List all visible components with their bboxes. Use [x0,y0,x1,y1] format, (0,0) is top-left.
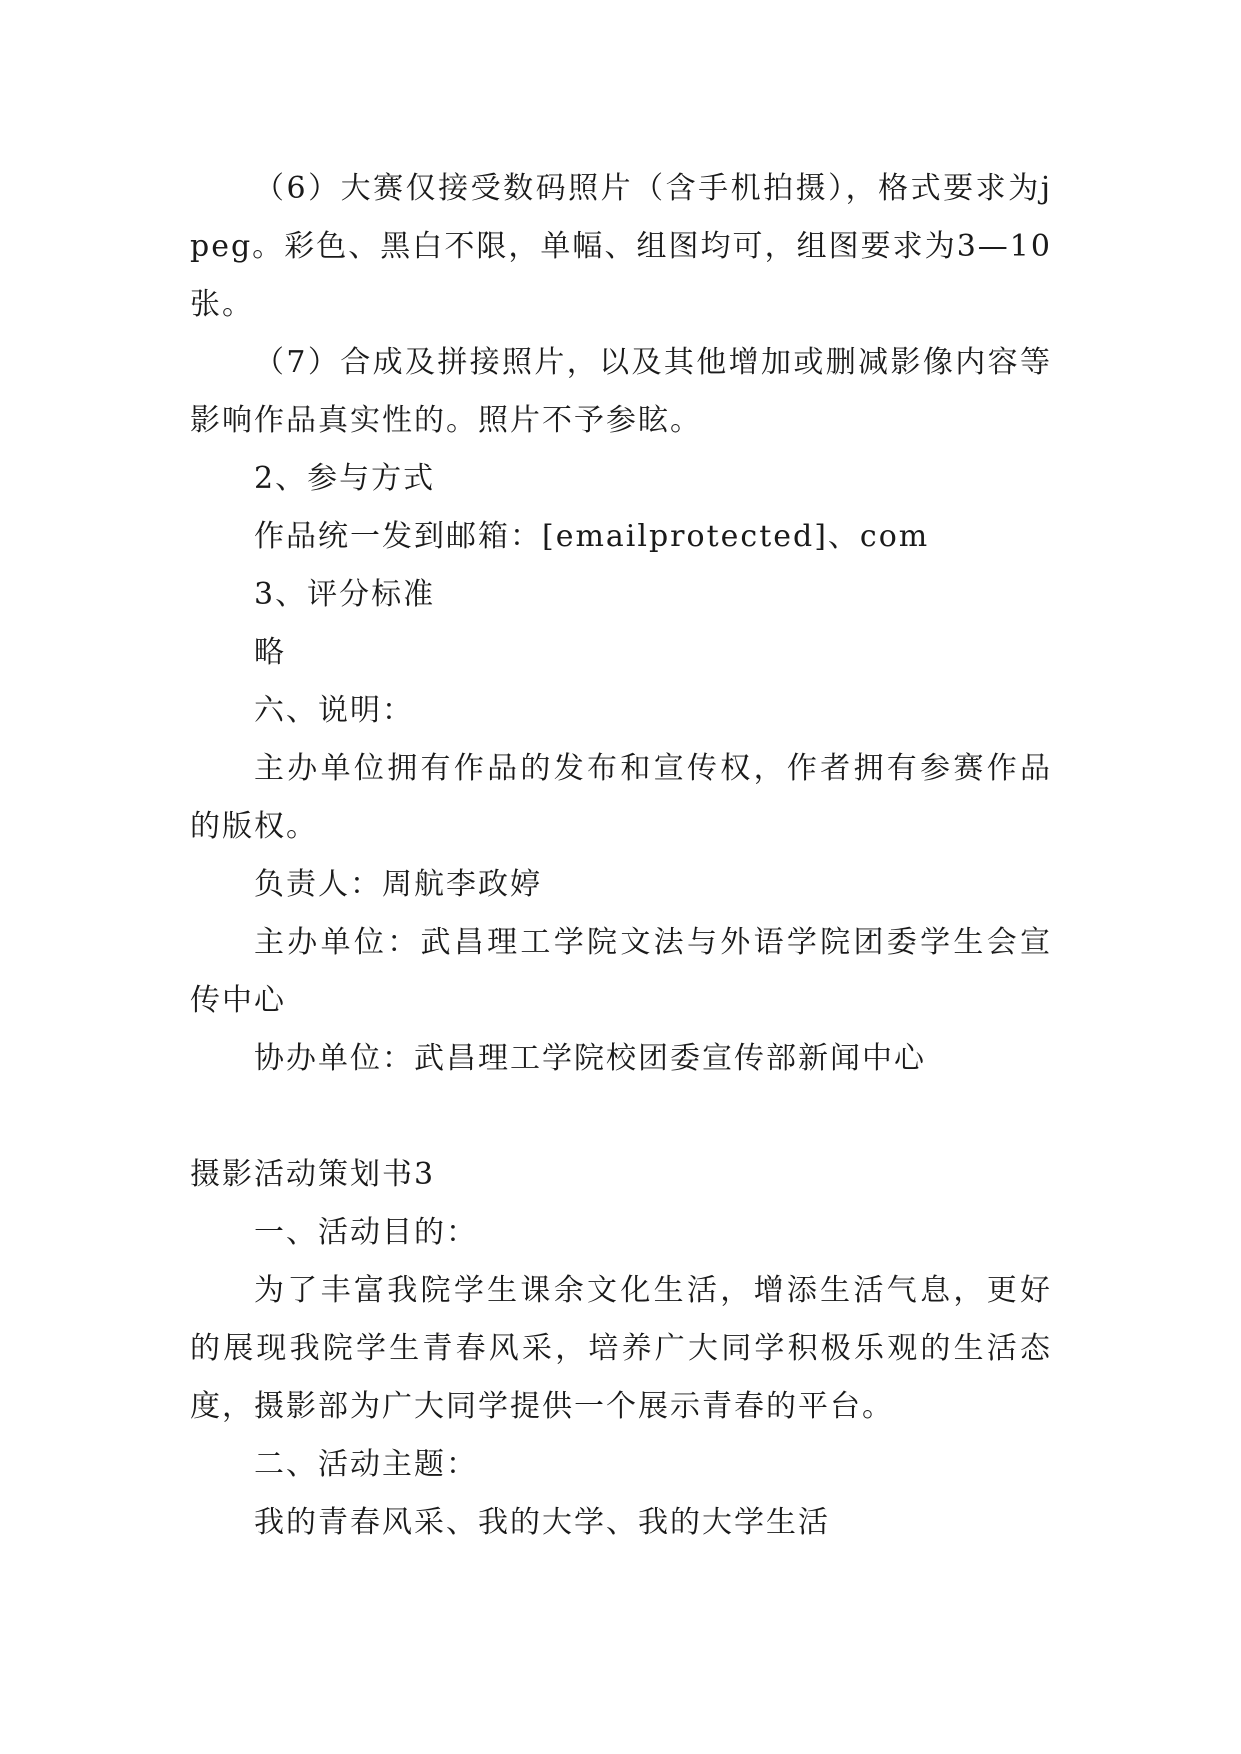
paragraph-co-organizer: 协办单位：武昌理工学院校团委宣传部新闻中心 [254,1041,926,1076]
paragraph-email: 作品统一发到邮箱：[emailprotected]、com [254,519,930,554]
paragraph-organizer: 主办单位：武昌理工学院文法与外语学院团委学生会宣传中心 [190,925,1052,1018]
heading-theme: 二、活动主题： [254,1447,478,1482]
document-body [190,160,1052,1552]
paragraph-theme: 我的青春风采、我的大学、我的大学生活 [254,1505,830,1540]
heading-notes: 六、说明： [254,693,414,728]
heading-purpose: 一、活动目的： [254,1215,478,1250]
subheading-participation: 2、参与方式 [254,461,436,496]
subheading-scoring: 3、评分标准 [254,577,436,612]
paragraph-rule-6: （6）大赛仅接受数码照片（含手机拍摄），格式要求为jpeg。彩色、黑白不限，单幅、组图均可，组图要求为3—10张。 [190,171,1052,322]
paragraph-copyright: 主办单位拥有作品的发布和宣传权，作者拥有参赛作品的版权。 [190,751,1052,844]
paragraph-omitted: 略 [254,635,286,670]
section-spacer [190,1088,1052,1146]
paragraph-purpose: 为了丰富我院学生课余文化生活，增添生活气息，更好的展现我院学生青春风采，培养广大同学积极乐观的生活态度，摄影部为广大同学提供一个展示青春的平台。 [190,1273,1052,1424]
section-title: 摄影活动策划书3 [190,1157,436,1192]
paragraph-responsible: 负责人：周航李政婷 [254,867,542,902]
paragraph-rule-7: （7）合成及拼接照片，以及其他增加或删减影像内容等影响作品真实性的。照片不予参眩。 [190,345,1052,438]
